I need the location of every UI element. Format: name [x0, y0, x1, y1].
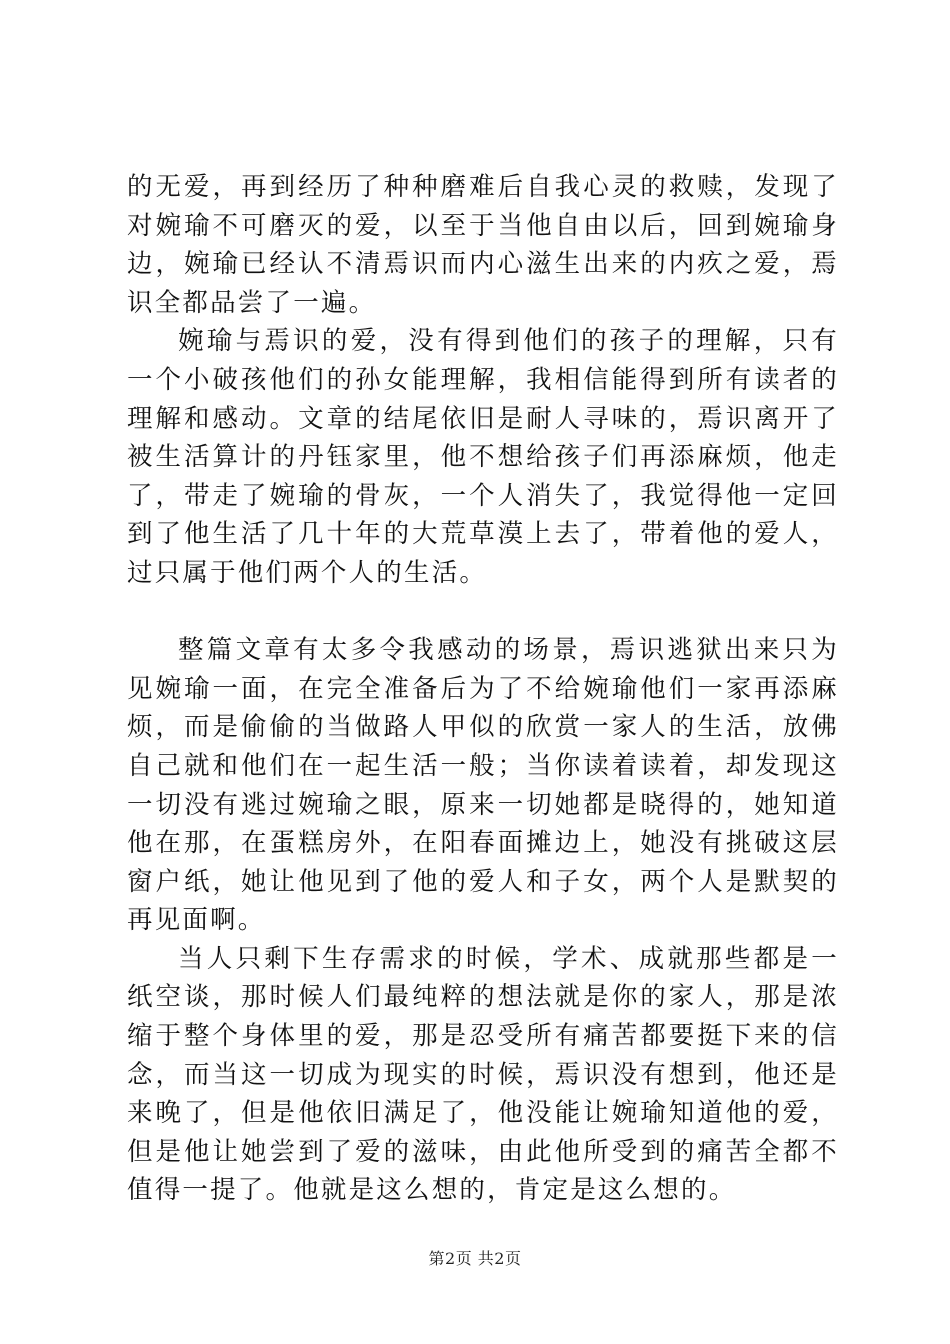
paragraph: 婉瑜与焉识的爱，没有得到他们的孩子的理解，只有一个小破孩他们的孙女能理解，我相信能得到所有读者的理解和感动。文章的结尾依旧是耐人寻味的，焉识离开了被生活算计的丹钰家里，他不想给孩子们再添麻烦，他走了，带走了婉瑜的骨灰，一个人消失了，我觉得他一定回到了他生活了几十年的大荒草漠上去了，带着他的爱人，过只属于他们两个人的生活。 — [127, 326, 839, 588]
document-body — [127, 168, 839, 1210]
paragraph-continuation: 的无爱，再到经历了种种磨难后自我心灵的救赎，发现了对婉瑜不可磨灭的爱，以至于当他自由以后，回到婉瑜身边，婉瑜已经认不清焉识而内心滋生出来的内疚之爱，焉识全都品尝了一遍。 — [127, 172, 839, 318]
page-footer: 第2页 共2页 — [428, 1249, 522, 1268]
paragraph: 当人只剩下生存需求的时候，学术、成就那些都是一纸空谈，那时候人们最纯粹的想法就是你的家人，那是浓缩于整个身体里的爱，那是忍受所有痛苦都要挺下来的信念，而当这一切成为现实的时候，焉识没有想到，他还是来晚了，但是他依旧满足了，他没能让婉瑜知道他的爱，但是他让她尝到了爱的滋味，由此他所受到的痛苦全都不值得一提了。他就是这么想的，肯定是这么想的。 — [127, 943, 839, 1206]
paragraph: 整篇文章有太多令我感动的场景，焉识逃狱出来只为见婉瑜一面，在完全准备后为了不给婉瑜他们一家再添麻烦，而是偷偷的当做路人甲似的欣赏一家人的生活，放佛自己就和他们在一起生活一般；当你读着读着，却发现这一切没有逃过婉瑜之眼，原来一切她都是晓得的，她知道他在那，在蛋糕房外，在阳春面摊边上，她没有挑破这层窗户纸，她让他见到了他的爱人和子女，两个人是默契的再见面啊。 — [127, 635, 839, 936]
